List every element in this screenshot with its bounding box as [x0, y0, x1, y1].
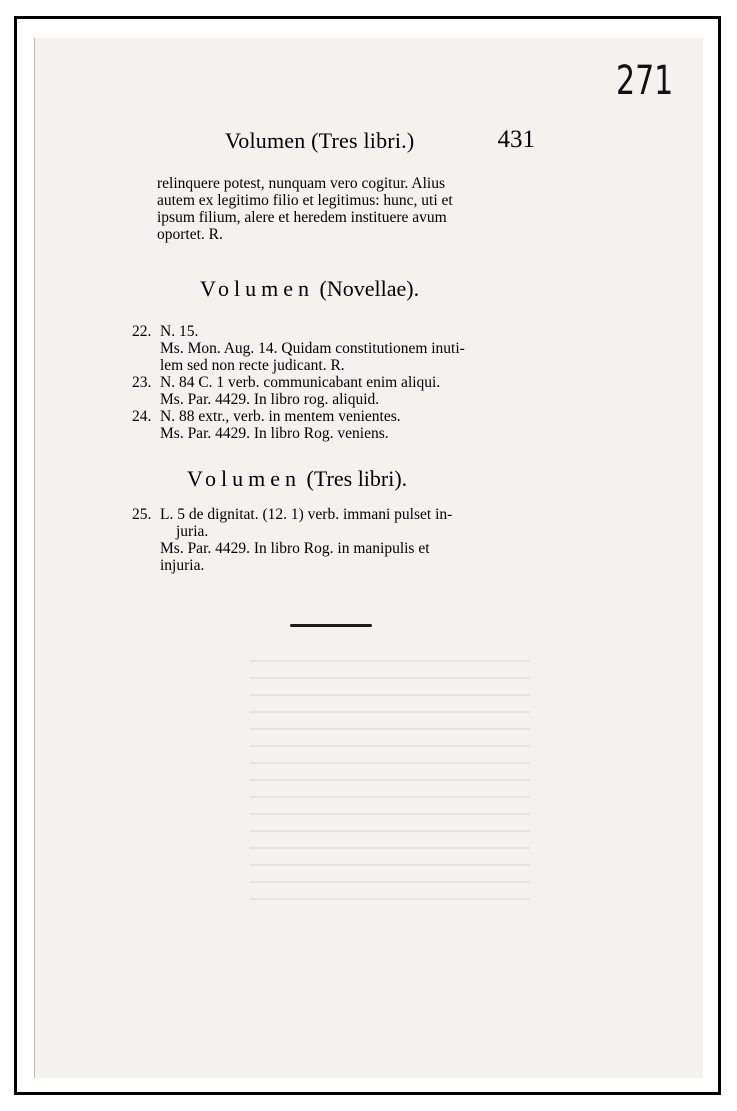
running-head: [225, 128, 535, 162]
page-number: 431: [497, 126, 535, 153]
section-heading-sub: (Novellae).: [319, 276, 420, 301]
entry-line: Ms. Par. 4429. In libro Rog. veniens.: [160, 425, 389, 442]
entry-line: Ms. Mon. Aug. 14. Quidam constitutionem inuti-: [160, 340, 465, 357]
closing-rule: [290, 624, 372, 627]
intro-paragraph-line: relinquere potest, nunquam vero cogitur. Alius: [157, 175, 445, 192]
intro-paragraph-line: ipsum filium, alere et heredem instituere avum: [157, 209, 447, 226]
entry-line: juria.: [176, 523, 209, 540]
running-head-title: Volumen (Tres libri.): [225, 128, 415, 153]
section-heading-tres-libri: [187, 466, 407, 492]
entry-line: N. 88 extr., verb. in mentem venientes.: [160, 408, 401, 425]
section-heading-main: Volumen: [187, 466, 302, 491]
entry-line: N. 15.: [160, 323, 199, 340]
manuscript-number: 271: [616, 58, 674, 104]
entry-number: 22.: [132, 323, 152, 340]
entry-line: Ms. Par. 4429. In libro rog. aliquid.: [160, 391, 380, 408]
bleed-through-texture: [250, 660, 530, 900]
entry-number: 25.: [132, 506, 152, 523]
section-heading-novellae: [200, 276, 419, 302]
entry-number: 24.: [132, 408, 152, 425]
intro-paragraph-line: autem ex legitimo filio et legitimus: hunc, uti et: [157, 192, 453, 209]
entry-line: L. 5 de dignitat. (12. 1) verb. immani pulset in-: [160, 506, 453, 523]
entry-line: lem sed non recte judicant. R.: [160, 357, 345, 374]
entry-number: 23.: [132, 374, 152, 391]
entry-line: N. 84 C. 1 verb. communicabant enim aliqui.: [160, 374, 441, 391]
intro-paragraph-line: oportet. R.: [157, 226, 223, 243]
section-heading-sub: (Tres libri).: [306, 466, 408, 491]
entry-line: Ms. Par. 4429. In libro Rog. in manipulis et: [160, 540, 430, 557]
section-heading-main: Volumen: [200, 276, 315, 301]
entry-line: injuria.: [160, 557, 205, 574]
